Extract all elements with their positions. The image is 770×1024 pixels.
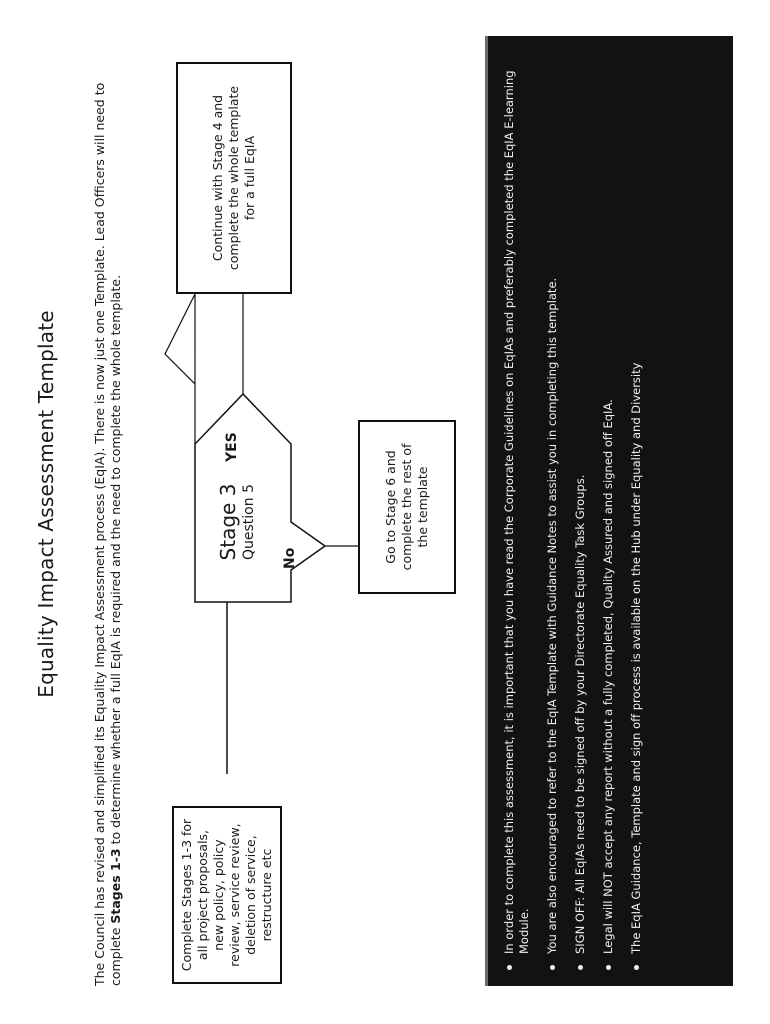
note-item: The EqIA Guidance, Template and sign off process is available on the Hub under Equality and Diversity xyxy=(629,54,644,972)
notes-list xyxy=(502,54,644,972)
no-label: No xyxy=(282,547,298,569)
note-item: Legal will NOT accept any report without a fully completed, Quality Assured and signed off EqIA. xyxy=(601,54,616,972)
yes-arrow xyxy=(165,294,195,444)
notes-panel xyxy=(485,36,733,986)
intro-text-before: The Council has revised and simplified its Equality Impact Assessment process (EqIA). There is now just one Template. Lead Officers will need to complete xyxy=(92,82,123,986)
start-box-text: Complete Stages 1-3 for all project proposals, new policy, policy review, service review, deletion of service, restructure etc xyxy=(179,818,274,972)
intro-bold-stages: Stages 1-3 xyxy=(108,848,123,924)
full-eqia-box xyxy=(176,62,292,294)
stage6-box xyxy=(358,420,456,594)
intro-paragraph xyxy=(92,46,124,986)
decision-label xyxy=(216,452,258,592)
stage6-text: Go to Stage 6 and complete the rest of the template xyxy=(383,443,430,571)
decision-stage: Stage 3 xyxy=(216,483,240,561)
decision-shape xyxy=(195,394,325,602)
full-eqia-text: Continue with Stage 4 and complete the whole template for a full EqIA xyxy=(210,85,257,271)
page-title: Equality Impact Assessment Template xyxy=(34,310,58,698)
start-box xyxy=(172,806,282,984)
note-item: SIGN OFF: All EqIAs need to be signed off by your Directorate Equality Task Groups. xyxy=(573,54,588,972)
yes-label: YES xyxy=(224,432,240,462)
note-item: In order to complete this assessment, it is important that you have read the Corporate Guidelines on EqIAs and preferably completed the EqIA E-learning Module. xyxy=(502,54,532,972)
decision-question: Question 5 xyxy=(241,484,257,560)
decision-flow-arrows xyxy=(155,294,385,774)
intro-text-after: to determine whether a full EqIA is required and the need to complete the whole template. xyxy=(108,274,123,849)
note-item: You are also encouraged to refer to the EqIA Template with Guidance Notes to assist you in completing this template. xyxy=(545,54,560,972)
